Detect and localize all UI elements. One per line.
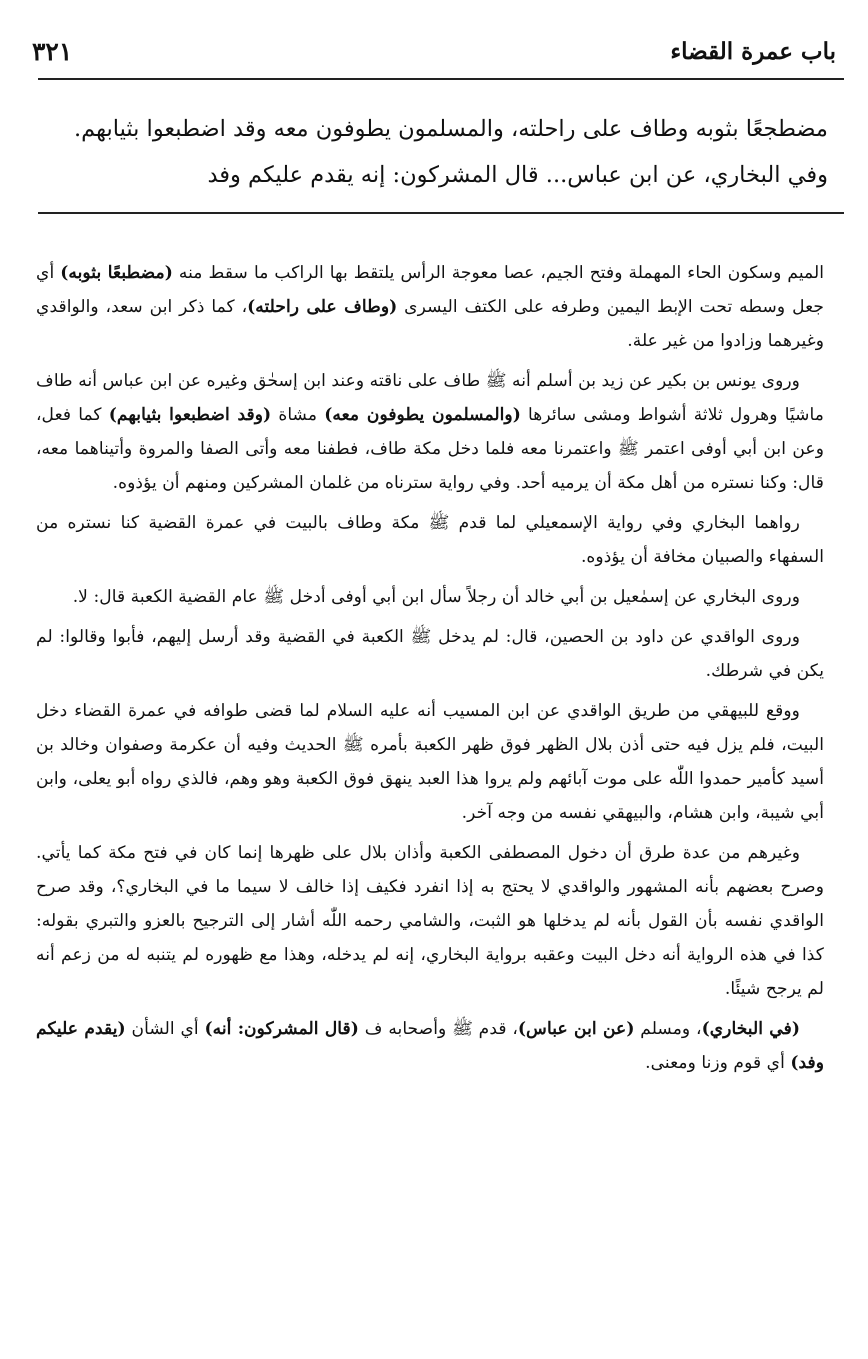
main-text-line: مضطجعًا بثوبه وطاف على راحلته، والمسلمون يطوفون معه وقد اضطبعوا بثيابهم.: [73, 116, 828, 142]
commentary-segment: ، قدم ﷺ وأصحابه ف: [358, 1019, 518, 1039]
commentary-paragraph: [36, 364, 824, 500]
main-text: [34, 106, 828, 198]
page-header: [32, 30, 836, 72]
quoted-main-text: (عن ابن عباس): [517, 1019, 635, 1039]
commentary-segment: وروى يونس بن بكير عن زيد بن أسلم أنه ﷺ طاف على ناقته وعند ابن إسحٰق وغيره عن ابن عباس أنه طاف ماشيًا وهرول ثلاثة أشواط ومشى سائرها: [36, 371, 824, 425]
page-number: ٣٢١: [32, 36, 73, 66]
quoted-main-text: (وقد اضطبعوا بثيابهم): [108, 405, 272, 425]
quoted-main-text: (في البخاري): [701, 1019, 800, 1039]
commentary-segment: أي قوم وزنا ومعنى.: [645, 1053, 791, 1073]
quoted-main-text: (والمسلمون يطوفون معه): [324, 405, 521, 425]
quoted-main-text: (قال المشركون: أنه): [204, 1019, 359, 1039]
commentary-segment: ، ومسلم: [634, 1019, 702, 1039]
commentary-paragraph: ووقع للبيهقي من طريق الواقدي عن ابن المسيب أنه عليه السلام لما قضى طوافه في عمرة القضاء دخل البيت، فلم يزل فيه حتى أذن بلال الظهر فوق ظهر الكعبة بأمره ﷺ الحديث وفيه أن عكرمة وصفوان وخالد بن أسيد كأمير حمدوا اللّٰه على موت آبائهم ولم يروا هذا العبد ينهق فوق الكعبة وهو وهم، فالذي رواه أبو يعلى، وابن أبي شيبة، وابن هشام، والبيهقي نفسه من وجه آخر.: [36, 701, 824, 823]
commentary-segment: كما فعل، وعن ابن أبي أوفى اعتمر ﷺ واعتمرنا معه فلما دخل مكة طاف، فطفنا معه وأتى الصفا والمروة وأتيناهما معه، قال: وكنا نستره من أهل مكة أن يرميه أحد. وفي رواية سترناه من غلمان المشركين ومنهم أن يؤذوه.: [36, 405, 824, 493]
commentary-segment: الميم وسكون الحاء المهملة وفتح الجيم، عصا معوجة الرأس يلتقط بها الراكب ما سقط منه: [172, 263, 824, 283]
commentary-paragraph: [36, 256, 824, 358]
commentary-paragraph: [36, 1012, 824, 1080]
commentary-paragraph: وروى الواقدي عن داود بن الحصين، قال: لم يدخل ﷺ الكعبة في القضية وقد أرسل إليهم، فأبوا وقالوا: لم يكن في شرطك.: [36, 627, 824, 681]
commentary-segment: ، كما ذكر ابن سعد، والواقدي وغيرهما وزادوا من غير علة.: [36, 297, 824, 351]
commentary-text: [36, 256, 824, 1086]
quoted-main-text: (يقدم عليكم وفد): [36, 1019, 824, 1073]
quoted-main-text: (مضطبعًا بثوبه): [60, 263, 173, 283]
quoted-main-text: (وطاف على راحلته): [247, 297, 398, 317]
commentary-segment: أي جعل وسطه تحت الإبط اليمين وطرفه على الكتف اليسرى: [36, 263, 824, 317]
commentary-paragraph: وروى البخاري عن إسمٰعيل بن أبي خالد أن رجلاً سأل ابن أبي أوفى أدخل ﷺ عام القضية الكعبة قال: لا.: [72, 587, 800, 607]
main-text-line: وفي البخاري، عن ابن عباس... قال المشركون: إنه يقدم عليكم وفد: [207, 162, 828, 188]
commentary-divider: [38, 212, 844, 214]
commentary-segment: مشاة: [271, 405, 325, 425]
header-rule: [38, 78, 844, 80]
commentary-paragraph: رواهما البخاري وفي رواية الإسمعيلي لما قدم ﷺ مكة وطاف بالبيت في عمرة القضية كنا نستره من السفهاء والصبيان مخافة أن يؤذوه.: [36, 513, 824, 567]
commentary-segment: أي الشأن: [125, 1019, 205, 1039]
commentary-paragraph: وغيرهم من عدة طرق أن دخول المصطفى الكعبة وأذان بلال على ظهرها إنما كان في فتح مكة كما يأتي. وصرح بعضهم بأنه المشهور والواقدي لا يحتج به إذا انفرد فكيف إذا خالف لا سيما ما في البخاري؟، وقد صرح الواقدي نفسه بأن القول بأنه لم يدخلها هو الثبت، والشامي رحمه اللّٰه أشار إلى الترجيح بالعزو والتبري بقوله: كذا في هذه الرواية أنه دخل البيت وعقبه برواية البخاري، إنه لم يدخله، وهذا مع ظهوره لم يتنبه له من زعم أنه لم يرجح شيئًا.: [36, 843, 824, 999]
chapter-title: باب عمرة القضاء: [670, 37, 836, 65]
